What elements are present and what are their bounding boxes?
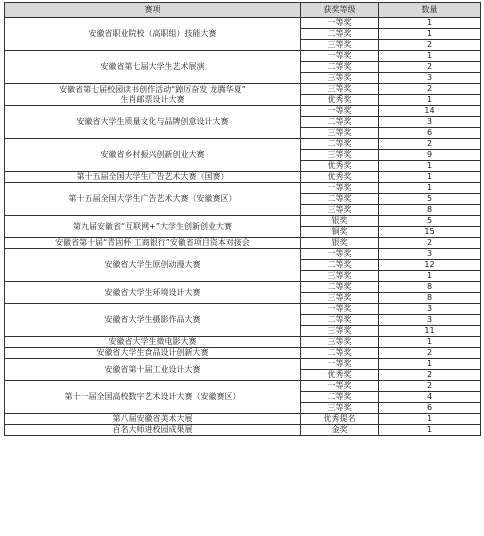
award-level-cell: 二等奖 xyxy=(301,139,379,150)
award-count-cell: 1 xyxy=(379,172,481,183)
table-row xyxy=(5,337,481,348)
event-name-cell: 安徽省大学生环境设计大赛 xyxy=(5,282,301,304)
award-count-cell: 8 xyxy=(379,205,481,216)
table-row xyxy=(5,84,481,95)
event-name-cell: 第十五届全国大学生广告艺术大赛（国赛） xyxy=(5,172,301,183)
table-row xyxy=(5,183,481,194)
award-level-cell: 一等奖 xyxy=(301,249,379,260)
award-level-cell: 优秀奖 xyxy=(301,370,379,381)
award-count-cell: 2 xyxy=(379,40,481,51)
event-name-cell: 安徽省第十届“青固杯 工商银行”安徽省项目资本对接会 xyxy=(5,238,301,249)
award-level-cell: 三等奖 xyxy=(301,73,379,84)
event-name-line2: 生肖邮票设计大赛 xyxy=(120,94,185,104)
event-name-cell: 安徽省大学生食品设计创新大赛 xyxy=(5,348,301,359)
award-level-cell: 二等奖 xyxy=(301,117,379,128)
award-level-cell: 金奖 xyxy=(301,425,379,436)
award-level-cell: 三等奖 xyxy=(301,40,379,51)
award-count-cell: 1 xyxy=(379,359,481,370)
award-count-cell: 1 xyxy=(379,29,481,40)
award-level-cell: 二等奖 xyxy=(301,29,379,40)
award-level-cell: 二等奖 xyxy=(301,315,379,326)
event-name-cell: 安徽省乡村振兴创新创业大赛 xyxy=(5,139,301,172)
header-count: 数量 xyxy=(379,3,481,18)
table-row xyxy=(5,249,481,260)
award-count-cell: 2 xyxy=(379,348,481,359)
award-level-cell: 优秀奖 xyxy=(301,161,379,172)
table-row xyxy=(5,348,481,359)
award-count-cell: 3 xyxy=(379,73,481,84)
award-count-cell: 2 xyxy=(379,381,481,392)
event-name-cell: 安徽省第七届大学生艺术展演 xyxy=(5,51,301,84)
event-name-cell: 百名大师进校园成果展 xyxy=(5,425,301,436)
award-level-cell: 一等奖 xyxy=(301,51,379,62)
table-row xyxy=(5,106,481,117)
header-event: 赛项 xyxy=(5,3,301,18)
award-count-cell: 4 xyxy=(379,392,481,403)
award-count-cell: 1 xyxy=(379,18,481,29)
award-level-cell: 二等奖 xyxy=(301,62,379,73)
award-count-cell: 2 xyxy=(379,139,481,150)
table-row xyxy=(5,216,481,227)
award-level-cell: 一等奖 xyxy=(301,381,379,392)
award-level-cell: 三等奖 xyxy=(301,403,379,414)
table-row xyxy=(5,304,481,315)
awards-table xyxy=(4,2,481,436)
event-name-cell: 安徽省大学生摄影作品大赛 xyxy=(5,304,301,337)
event-name-cell: 安徽省大学生质量文化与品牌创意设计大赛 xyxy=(5,106,301,139)
award-count-cell: 1 xyxy=(379,51,481,62)
event-name-cell xyxy=(5,84,301,106)
award-level-cell: 二等奖 xyxy=(301,194,379,205)
award-level-cell: 三等奖 xyxy=(301,271,379,282)
award-count-cell: 1 xyxy=(379,425,481,436)
award-count-cell: 12 xyxy=(379,260,481,271)
award-level-cell: 一等奖 xyxy=(301,106,379,117)
award-count-cell: 3 xyxy=(379,315,481,326)
award-level-cell: 三等奖 xyxy=(301,205,379,216)
event-name-cell: 第九届安徽省“互联网+”大学生创新创业大赛 xyxy=(5,216,301,238)
award-count-cell: 14 xyxy=(379,106,481,117)
award-count-cell: 5 xyxy=(379,216,481,227)
table-row xyxy=(5,139,481,150)
award-count-cell: 8 xyxy=(379,282,481,293)
award-count-cell: 3 xyxy=(379,304,481,315)
award-count-cell: 3 xyxy=(379,117,481,128)
award-level-cell: 铜奖 xyxy=(301,227,379,238)
table-row xyxy=(5,282,481,293)
award-level-cell: 优秀奖 xyxy=(301,172,379,183)
table-row xyxy=(5,359,481,370)
award-count-cell: 2 xyxy=(379,62,481,73)
award-count-cell: 1 xyxy=(379,161,481,172)
award-count-cell: 9 xyxy=(379,150,481,161)
award-count-cell: 2 xyxy=(379,84,481,95)
table-row xyxy=(5,18,481,29)
award-level-cell: 一等奖 xyxy=(301,18,379,29)
award-level-cell: 三等奖 xyxy=(301,326,379,337)
event-name-cell: 第十五届全国大学生广告艺术大赛（安徽赛区） xyxy=(5,183,301,216)
award-level-cell: 二等奖 xyxy=(301,392,379,403)
award-count-cell: 11 xyxy=(379,326,481,337)
header-level: 获奖等级 xyxy=(301,3,379,18)
award-level-cell: 优秀奖 xyxy=(301,95,379,106)
table-row xyxy=(5,381,481,392)
event-name-cell: 安徽省第十届工业设计大赛 xyxy=(5,359,301,381)
award-count-cell: 1 xyxy=(379,337,481,348)
header-row xyxy=(5,3,481,18)
event-name-cell: 安徽省大学生微电影大赛 xyxy=(5,337,301,348)
award-level-cell: 三等奖 xyxy=(301,84,379,95)
award-count-cell: 1 xyxy=(379,414,481,425)
award-count-cell: 2 xyxy=(379,370,481,381)
award-level-cell: 二等奖 xyxy=(301,260,379,271)
award-level-cell: 一等奖 xyxy=(301,183,379,194)
award-level-cell: 三等奖 xyxy=(301,150,379,161)
award-count-cell: 6 xyxy=(379,128,481,139)
award-count-cell: 6 xyxy=(379,403,481,414)
award-count-cell: 5 xyxy=(379,194,481,205)
award-level-cell: 三等奖 xyxy=(301,337,379,348)
event-name-cell: 安徽省职业院校（高职组）技能大赛 xyxy=(5,18,301,51)
award-count-cell: 1 xyxy=(379,183,481,194)
award-level-cell: 二等奖 xyxy=(301,348,379,359)
award-level-cell: 银奖 xyxy=(301,216,379,227)
award-level-cell: 优秀提名 xyxy=(301,414,379,425)
award-count-cell: 1 xyxy=(379,271,481,282)
table-row xyxy=(5,172,481,183)
award-count-cell: 8 xyxy=(379,293,481,304)
event-name-cell: 第八届安徽省美术大展 xyxy=(5,414,301,425)
event-name-cell: 第十一届全国高校数字艺术设计大赛（安徽赛区） xyxy=(5,381,301,414)
table-row xyxy=(5,425,481,436)
event-name-cell: 安徽省大学生原创动漫大赛 xyxy=(5,249,301,282)
table-row xyxy=(5,414,481,425)
award-count-cell: 2 xyxy=(379,238,481,249)
event-name-line1: 安徽省第七届校园读书创作活动“踔厉奋发 龙腾华夏” xyxy=(59,84,246,94)
awards-table-container xyxy=(4,2,480,436)
award-level-cell: 三等奖 xyxy=(301,293,379,304)
award-level-cell: 银奖 xyxy=(301,238,379,249)
award-count-cell: 15 xyxy=(379,227,481,238)
award-level-cell: 二等奖 xyxy=(301,282,379,293)
award-level-cell: 一等奖 xyxy=(301,304,379,315)
award-count-cell: 3 xyxy=(379,249,481,260)
award-count-cell: 1 xyxy=(379,95,481,106)
table-row xyxy=(5,238,481,249)
awards-table-body xyxy=(5,18,481,436)
award-level-cell: 三等奖 xyxy=(301,128,379,139)
award-level-cell: 一等奖 xyxy=(301,359,379,370)
table-row xyxy=(5,51,481,62)
